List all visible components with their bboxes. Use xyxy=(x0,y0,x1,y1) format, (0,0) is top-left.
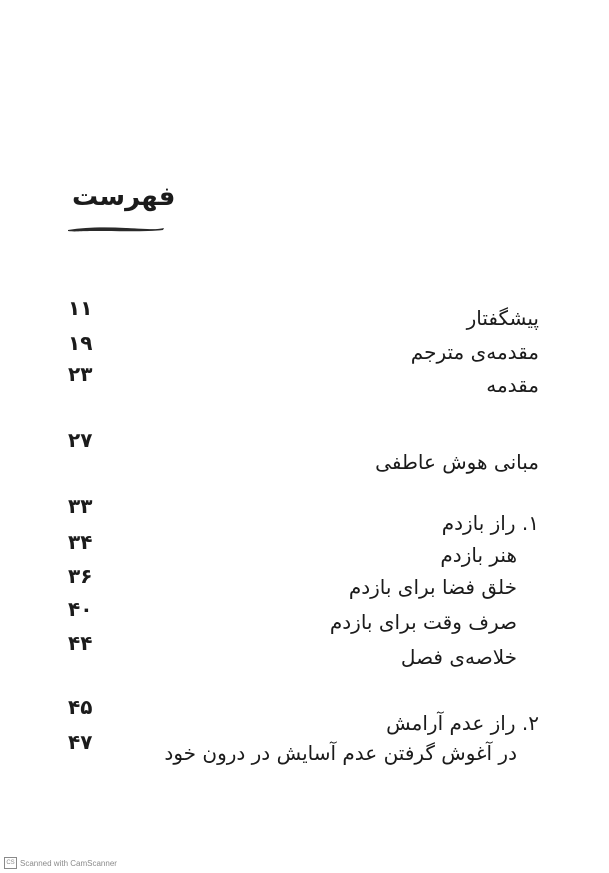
toc-page-number: ۳۴ xyxy=(68,530,93,554)
toc-page-number: ۳۳ xyxy=(68,494,93,518)
toc-entry-title: پیشگفتار xyxy=(466,306,539,330)
toc-page-number: ۲۳ xyxy=(68,362,93,386)
toc-entry-title: خلق فضا برای بازدم xyxy=(348,575,517,599)
toc-page-number: ۴۵ xyxy=(68,695,93,719)
toc-entry-title: ۲. راز عدم آرامش xyxy=(386,711,539,735)
toc-page-number: ۱۱ xyxy=(68,296,93,320)
toc-entry-title: ۱. راز بازدم xyxy=(441,511,539,535)
toc-page-number: ۱۹ xyxy=(68,331,93,355)
toc-entry-title: مقدمه‌ی مترجم xyxy=(410,340,539,364)
watermark-text: Scanned with CamScanner xyxy=(20,858,117,868)
toc-title: فهرست xyxy=(72,182,176,212)
toc-page-number: ۴۰ xyxy=(68,597,93,621)
toc-entry-title: مبانی هوش عاطفی xyxy=(375,450,539,474)
toc-entry-title: در آغوش گرفتن عدم آسایش در درون خود xyxy=(164,741,517,765)
toc-entry-title: خلاصه‌ی فصل xyxy=(400,645,517,669)
toc-entry-title: مقدمه xyxy=(486,373,539,397)
toc-page-number: ۳۶ xyxy=(68,564,93,588)
toc-page-number: ۴۴ xyxy=(68,631,93,655)
toc-page-number: ۴۷ xyxy=(68,730,93,754)
camscanner-icon: CS xyxy=(4,857,17,869)
toc-entry-title: هنر بازدم xyxy=(440,543,517,567)
toc-entry-title: صرف وقت برای بازدم xyxy=(329,610,517,634)
toc-page-number: ۲۷ xyxy=(68,428,93,452)
title-underline-brush xyxy=(66,224,166,234)
scanner-watermark xyxy=(4,857,117,869)
